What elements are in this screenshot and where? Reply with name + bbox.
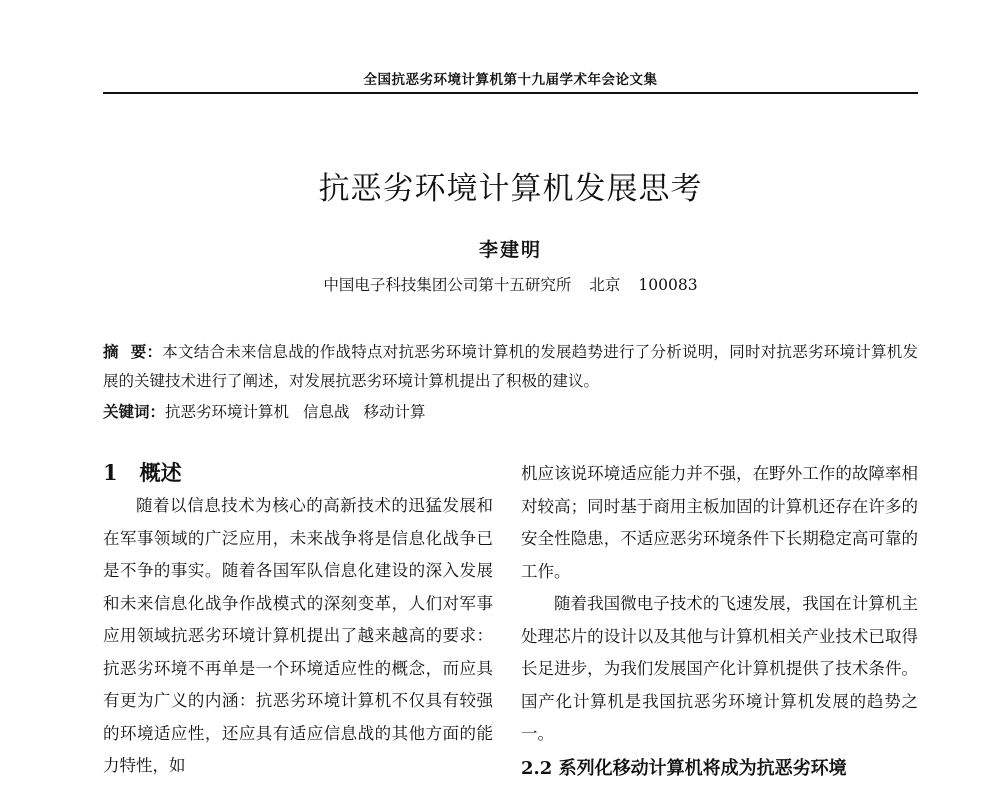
affiliation bbox=[103, 273, 918, 295]
subsection-heading: 2.2 系列化移动计算机将成为抗恶劣环境 bbox=[521, 757, 847, 779]
body-paragraph: 随着以信息技术为核心的高新技术的迅猛发展和在军事领域的广泛应用，未来战争将是信息化战争已是不争的事实。随着各国军队信息化建设的深入发展和未来信息化战争作战模式的深刻变革，人们对军事应用领域抗恶劣环境计算机提出了越来越高的要求：抗恶劣环境不再单是一个环境适应性的概念，而应具有更为广义的内涵：抗恶劣环境计算机不仅具有较强的环境适应性，还应具有适应信息战的其他方面的能力特性，如 bbox=[103, 496, 493, 775]
affiliation-institute: 中国电子科技集团公司第十五研究所 bbox=[323, 276, 572, 294]
right-column bbox=[521, 458, 918, 785]
affiliation-postcode: 100083 bbox=[638, 276, 698, 294]
keyword-item: 移动计算 bbox=[363, 403, 426, 421]
abstract-label-tail: 要： bbox=[130, 342, 163, 361]
author-name: 李建明 bbox=[478, 239, 542, 261]
header-rule bbox=[103, 92, 918, 94]
body-paragraph-continued: 机应该说环境适应能力并不强，在野外工作的故障率相对较高；同时基于商用主板加固的计算机还存在许多的安全性隐患，不适应恶劣环境条件下长期稳定高可靠的工作。 bbox=[521, 464, 918, 581]
keyword-item: 抗恶劣环境计算机 bbox=[165, 403, 290, 421]
affiliation-city: 北京 bbox=[589, 276, 621, 294]
running-header: 全国抗恶劣环境计算机第十九届学术年会论文集 bbox=[363, 72, 658, 88]
section-heading bbox=[103, 458, 493, 488]
body-paragraph: 随着我国微电子技术的飞速发展，我国在计算机主处理芯片的设计以及其他与计算机相关产业技术已取得长足进步，为我们发展国产化计算机提供了技术条件。国产化计算机是我国抗恶劣环境计算机发展的趋势之一。 bbox=[521, 594, 918, 743]
section-title: 概述 bbox=[139, 460, 182, 485]
keywords bbox=[103, 397, 918, 427]
keywords-label: 关键词： bbox=[103, 402, 166, 421]
abstract-text: 本文结合未来信息战的作战特点对抗恶劣环境计算机的发展趋势进行了分析说明，同时对抗恶劣环境计算机发展的关键技术进行了阐述，对发展抗恶劣环境计算机提出了积极的建议。 bbox=[103, 343, 918, 390]
abstract bbox=[103, 337, 918, 396]
section-number: 1 bbox=[103, 460, 118, 485]
paper-title: 抗恶劣环境计算机发展思考 bbox=[318, 171, 703, 207]
abstract-label: 摘 bbox=[103, 342, 131, 361]
keyword-item: 信息战 bbox=[303, 403, 350, 421]
left-column bbox=[103, 458, 493, 783]
